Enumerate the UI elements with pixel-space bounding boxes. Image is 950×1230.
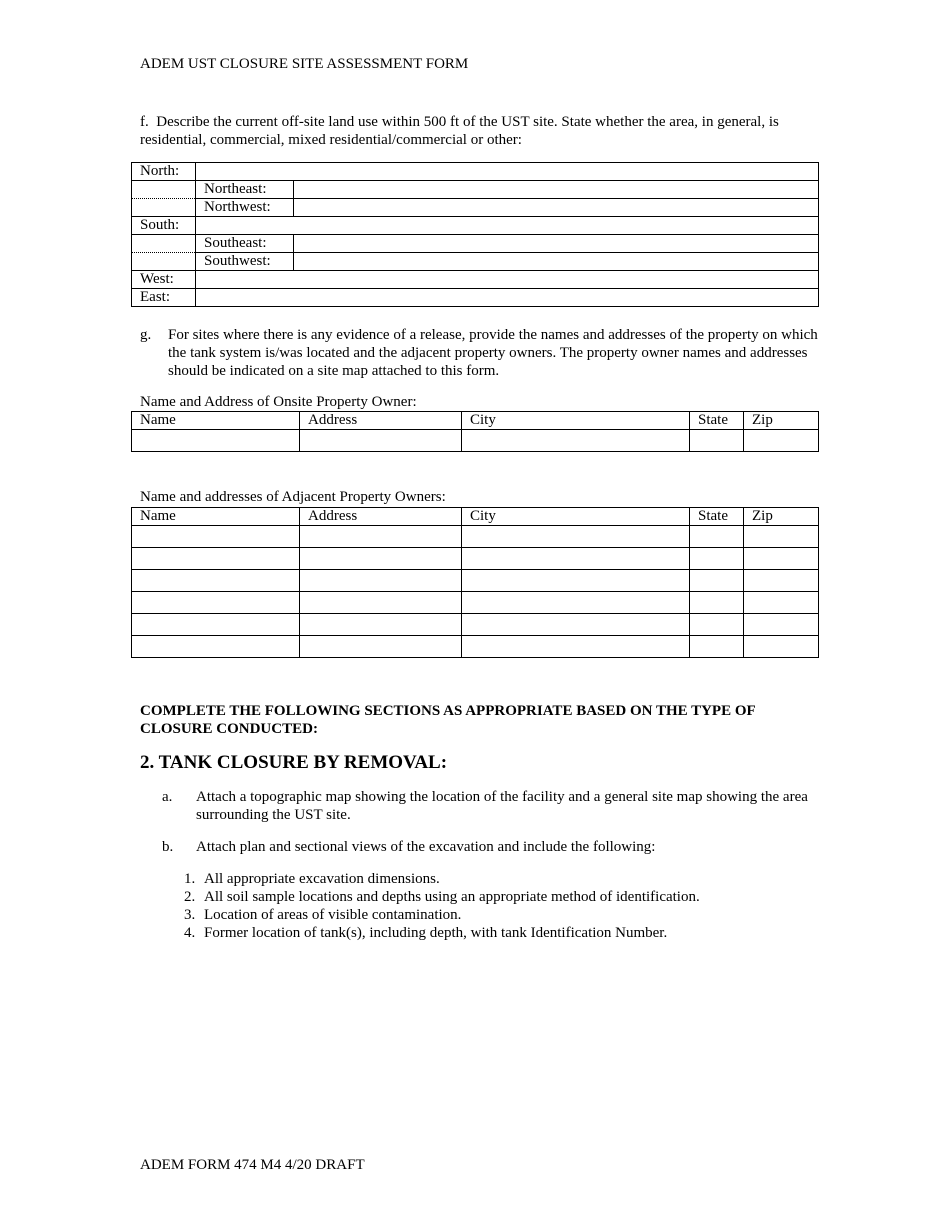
zip-cell[interactable] (744, 548, 819, 570)
address-cell[interactable] (300, 430, 462, 452)
south-field[interactable] (196, 217, 819, 235)
city-cell[interactable] (462, 614, 690, 636)
name-cell[interactable] (132, 592, 300, 614)
col-city: City (462, 508, 690, 526)
city-cell[interactable] (462, 636, 690, 658)
spacer-cell (132, 199, 196, 217)
city-cell[interactable] (462, 592, 690, 614)
land-use-table (131, 162, 819, 307)
land-use-row-south (132, 217, 819, 235)
state-cell[interactable] (690, 548, 744, 570)
address-cell[interactable] (300, 526, 462, 548)
address-cell[interactable] (300, 592, 462, 614)
adjacent-owners-header-row (132, 508, 819, 526)
section-g (140, 326, 820, 380)
col-address: Address (300, 412, 462, 430)
land-use-row-east (132, 289, 819, 307)
land-use-row-northwest (132, 199, 819, 217)
west-label: West: (132, 271, 196, 289)
zip-cell[interactable] (744, 614, 819, 636)
form-header: ADEM UST CLOSURE SITE ASSESSMENT FORM (140, 56, 469, 72)
col-zip: Zip (744, 412, 819, 430)
col-address: Address (300, 508, 462, 526)
address-cell[interactable] (300, 570, 462, 592)
zip-cell[interactable] (744, 592, 819, 614)
spacer-cell (132, 253, 196, 271)
state-cell[interactable] (690, 614, 744, 636)
state-cell[interactable] (690, 636, 744, 658)
section-f (140, 113, 820, 149)
north-field[interactable] (196, 163, 819, 181)
onsite-owner-header-row (132, 412, 819, 430)
section-g-label: g. (140, 327, 152, 343)
zip-cell[interactable] (744, 430, 819, 452)
section-g-text: For sites where there is any evidence of a release, provide the names and addresses of the property on which the tank system is/was located and the adjacent property owners. The property owner names and addresses should be indicated on a site map attached to this form. (168, 327, 818, 379)
city-cell[interactable] (462, 526, 690, 548)
col-name: Name (132, 412, 300, 430)
col-city: City (462, 412, 690, 430)
name-cell[interactable] (132, 548, 300, 570)
onsite-owner-caption: Name and Address of Onsite Property Owner: (140, 394, 417, 410)
col-state: State (690, 412, 744, 430)
item-b-label: b. (162, 839, 174, 855)
north-label: North: (132, 163, 196, 181)
city-cell[interactable] (462, 548, 690, 570)
south-label: South: (132, 217, 196, 235)
name-cell[interactable] (132, 570, 300, 592)
adjacent-owners-table (131, 507, 819, 658)
city-cell[interactable] (462, 570, 690, 592)
northeast-field[interactable] (294, 181, 819, 199)
state-cell[interactable] (690, 526, 744, 548)
form-footer: ADEM FORM 474 M4 4/20 DRAFT (140, 1157, 365, 1173)
instructions-line-1: COMPLETE THE FOLLOWING SECTIONS AS APPROPRIATE BASED ON THE TYPE OF (140, 703, 756, 719)
southwest-field[interactable] (294, 253, 819, 271)
table-row (132, 526, 819, 548)
table-row (132, 592, 819, 614)
land-use-row-north (132, 163, 819, 181)
land-use-row-southwest (132, 253, 819, 271)
list-item: 4. Former location of tank(s), including depth, with tank Identification Number. (184, 925, 668, 941)
section-2-item-a (162, 788, 822, 828)
name-cell[interactable] (132, 430, 300, 452)
section-2-heading: 2. TANK CLOSURE BY REMOVAL: (140, 752, 448, 773)
list-item: 2. All soil sample locations and depths using an appropriate method of identification. (184, 889, 700, 905)
zip-cell[interactable] (744, 570, 819, 592)
item-a-text: Attach a topographic map showing the location of the facility and a general site map showing the area surrounding the UST site. (196, 789, 808, 823)
name-cell[interactable] (132, 614, 300, 636)
list-item: 1. All appropriate excavation dimensions. (184, 871, 440, 887)
southeast-label: Southeast: (196, 235, 294, 253)
northwest-label: Northwest: (196, 199, 294, 217)
southeast-field[interactable] (294, 235, 819, 253)
section-f-label: f. (140, 114, 149, 130)
northwest-field[interactable] (294, 199, 819, 217)
section-2-list (184, 870, 700, 942)
section-f-text: Describe the current off-site land use within 500 ft of the UST site. State whether the area, in general, is residential, commercial, mixed residential/commercial or other: (140, 114, 779, 148)
name-cell[interactable] (132, 526, 300, 548)
state-cell[interactable] (690, 430, 744, 452)
zip-cell[interactable] (744, 526, 819, 548)
northeast-label: Northeast: (196, 181, 294, 199)
item-b-text: Attach plan and sectional views of the excavation and include the following: (196, 839, 656, 855)
city-cell[interactable] (462, 430, 690, 452)
table-row (132, 548, 819, 570)
southwest-label: Southwest: (196, 253, 294, 271)
col-state: State (690, 508, 744, 526)
land-use-row-northeast (132, 181, 819, 199)
land-use-row-southeast (132, 235, 819, 253)
section-2-item-b (162, 838, 822, 858)
item-a-label: a. (162, 789, 173, 805)
onsite-owner-table (131, 411, 819, 452)
col-zip: Zip (744, 508, 819, 526)
land-use-row-west (132, 271, 819, 289)
east-field[interactable] (196, 289, 819, 307)
address-cell[interactable] (300, 614, 462, 636)
table-row (132, 430, 819, 452)
state-cell[interactable] (690, 570, 744, 592)
address-cell[interactable] (300, 636, 462, 658)
east-label: East: (132, 289, 196, 307)
zip-cell[interactable] (744, 636, 819, 658)
spacer-cell (132, 181, 196, 199)
address-cell[interactable] (300, 548, 462, 570)
col-name: Name (132, 508, 300, 526)
list-item: 3. Location of areas of visible contamination. (184, 907, 462, 923)
closure-instructions (140, 702, 756, 738)
table-row (132, 570, 819, 592)
spacer-cell (132, 235, 196, 253)
adjacent-owners-caption: Name and addresses of Adjacent Property Owners: (140, 489, 446, 505)
name-cell[interactable] (132, 636, 300, 658)
state-cell[interactable] (690, 592, 744, 614)
table-row (132, 636, 819, 658)
instructions-line-2: CLOSURE CONDUCTED: (140, 721, 318, 737)
table-row (132, 614, 819, 636)
west-field[interactable] (196, 271, 819, 289)
